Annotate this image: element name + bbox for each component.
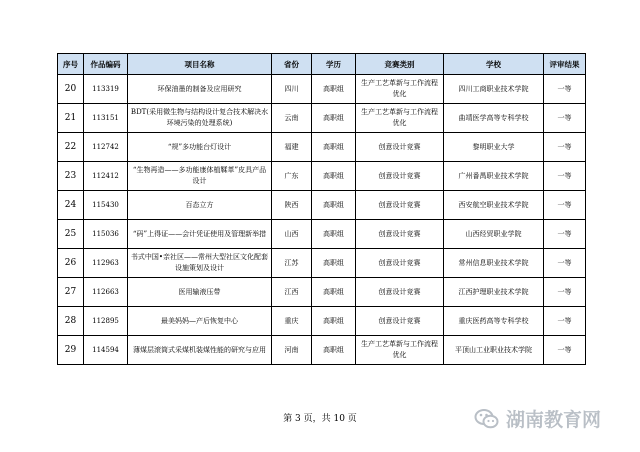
cell-school: 西安航空职业技术学院 [444,191,544,220]
cell-category: 创意设计竞赛 [356,191,444,220]
cell-project-name: 书式中国•亲社区——常州大型社区文化配套设施策划及设计 [128,249,272,278]
header-result: 评审结果 [544,54,586,75]
table-row [58,162,586,191]
cell-work-code: 113319 [84,75,128,104]
cell-work-code: 112963 [84,249,128,278]
cell-category: 创意设计竞赛 [356,162,444,191]
header-province: 省份 [272,54,312,75]
cell-result: 一等 [544,220,586,249]
cell-school: 曲靖医学高等专科学校 [444,104,544,133]
cell-result: 一等 [544,191,586,220]
cell-province: 山西 [272,220,312,249]
table-row [58,133,586,162]
cell-result: 一等 [544,162,586,191]
cell-serial-no: 23 [58,162,84,191]
cell-school: 广州番禺职业技术学院 [444,162,544,191]
table-row [58,220,586,249]
cell-serial-no: 28 [58,307,84,336]
cell-province: 重庆 [272,307,312,336]
cell-school: 山西经贸职业学院 [444,220,544,249]
cell-work-code: 112895 [84,307,128,336]
cell-serial-no: 20 [58,75,84,104]
cell-education: 高职组 [312,336,356,365]
cell-result: 一等 [544,307,586,336]
cell-project-name: 医用输液压带 [128,278,272,307]
watermark [474,405,601,432]
cell-result: 一等 [544,249,586,278]
table-row [58,336,586,365]
cell-project-name: BDT(采用微生物与结构设计复合技术解决水环境污染的处理系统) [128,104,272,133]
cell-work-code: 112663 [84,278,128,307]
cell-project-name: “生物再造——多功能康体植鞣革”皮具产品设计 [128,162,272,191]
cell-project-name: 百态立方 [128,191,272,220]
header-serial-no: 序号 [58,54,84,75]
cell-education: 高职组 [312,162,356,191]
cell-work-code: 112742 [84,133,128,162]
results-table [57,53,586,365]
cell-education: 高职组 [312,133,356,162]
table-row [58,307,586,336]
cell-education: 高职组 [312,249,356,278]
cell-province: 广东 [272,162,312,191]
cell-education: 高职组 [312,278,356,307]
cell-education: 高职组 [312,191,356,220]
cell-category: 创意设计竞赛 [356,220,444,249]
cell-serial-no: 27 [58,278,84,307]
cell-school: 四川工商职业技术学院 [444,75,544,104]
cell-project-name: 环保油墨的制备及应用研究 [128,75,272,104]
table-row [58,278,586,307]
cell-serial-no: 29 [58,336,84,365]
table-header-row [58,54,586,75]
table-row [58,104,586,133]
wechat-chat-icon [474,406,500,432]
cell-category: 创意设计竞赛 [356,133,444,162]
cell-category: 创意设计竞赛 [356,249,444,278]
cell-province: 河南 [272,336,312,365]
cell-work-code: 112412 [84,162,128,191]
cell-education: 高职组 [312,220,356,249]
header-project-name: 项目名称 [128,54,272,75]
cell-work-code: 115430 [84,191,128,220]
cell-result: 一等 [544,133,586,162]
header-school: 学校 [444,54,544,75]
cell-result: 一等 [544,104,586,133]
cell-education: 高职组 [312,307,356,336]
cell-school: 江西护理职业技术学院 [444,278,544,307]
cell-province: 云南 [272,104,312,133]
cell-province: 四川 [272,75,312,104]
table-row [58,75,586,104]
cell-project-name: 最美妈妈—产后恢复中心 [128,307,272,336]
table-row [58,191,586,220]
cell-serial-no: 24 [58,191,84,220]
header-category: 竞赛类别 [356,54,444,75]
cell-school: 常州信息职业技术学院 [444,249,544,278]
cell-province: 福建 [272,133,312,162]
header-work-code: 作品编码 [84,54,128,75]
cell-project-name: 薄煤层滚筒式采煤机装煤性能的研究与应用 [128,336,272,365]
cell-education: 高职组 [312,75,356,104]
cell-project-name: “规”多功能台灯设计 [128,133,272,162]
cell-serial-no: 25 [58,220,84,249]
cell-serial-no: 22 [58,133,84,162]
watermark-text: 湖南教育网 [506,409,602,431]
cell-project-name: “码”上得证——会计凭证使用及管理新举措 [128,220,272,249]
page-footer: 第 3 页，共 10 页 [283,414,357,424]
cell-category: 创意设计竞赛 [356,278,444,307]
cell-result: 一等 [544,336,586,365]
cell-school: 重庆医药高等专科学校 [444,307,544,336]
cell-serial-no: 21 [58,104,84,133]
cell-work-code: 114594 [84,336,128,365]
table-body [58,75,586,365]
cell-education: 高职组 [312,104,356,133]
cell-category: 生产工艺革新与工作流程优化 [356,336,444,365]
header-education: 学历 [312,54,356,75]
cell-province: 江西 [272,278,312,307]
cell-category: 生产工艺革新与工作流程优化 [356,104,444,133]
cell-category: 生产工艺革新与工作流程优化 [356,75,444,104]
cell-school: 黎明职业大学 [444,133,544,162]
cell-serial-no: 26 [58,249,84,278]
cell-province: 陕西 [272,191,312,220]
cell-result: 一等 [544,278,586,307]
table-row [58,249,586,278]
cell-result: 一等 [544,75,586,104]
cell-work-code: 113151 [84,104,128,133]
cell-province: 江苏 [272,249,312,278]
cell-work-code: 115036 [84,220,128,249]
cell-school: 平顶山工业职业技术学院 [444,336,544,365]
cell-category: 创意设计竞赛 [356,307,444,336]
